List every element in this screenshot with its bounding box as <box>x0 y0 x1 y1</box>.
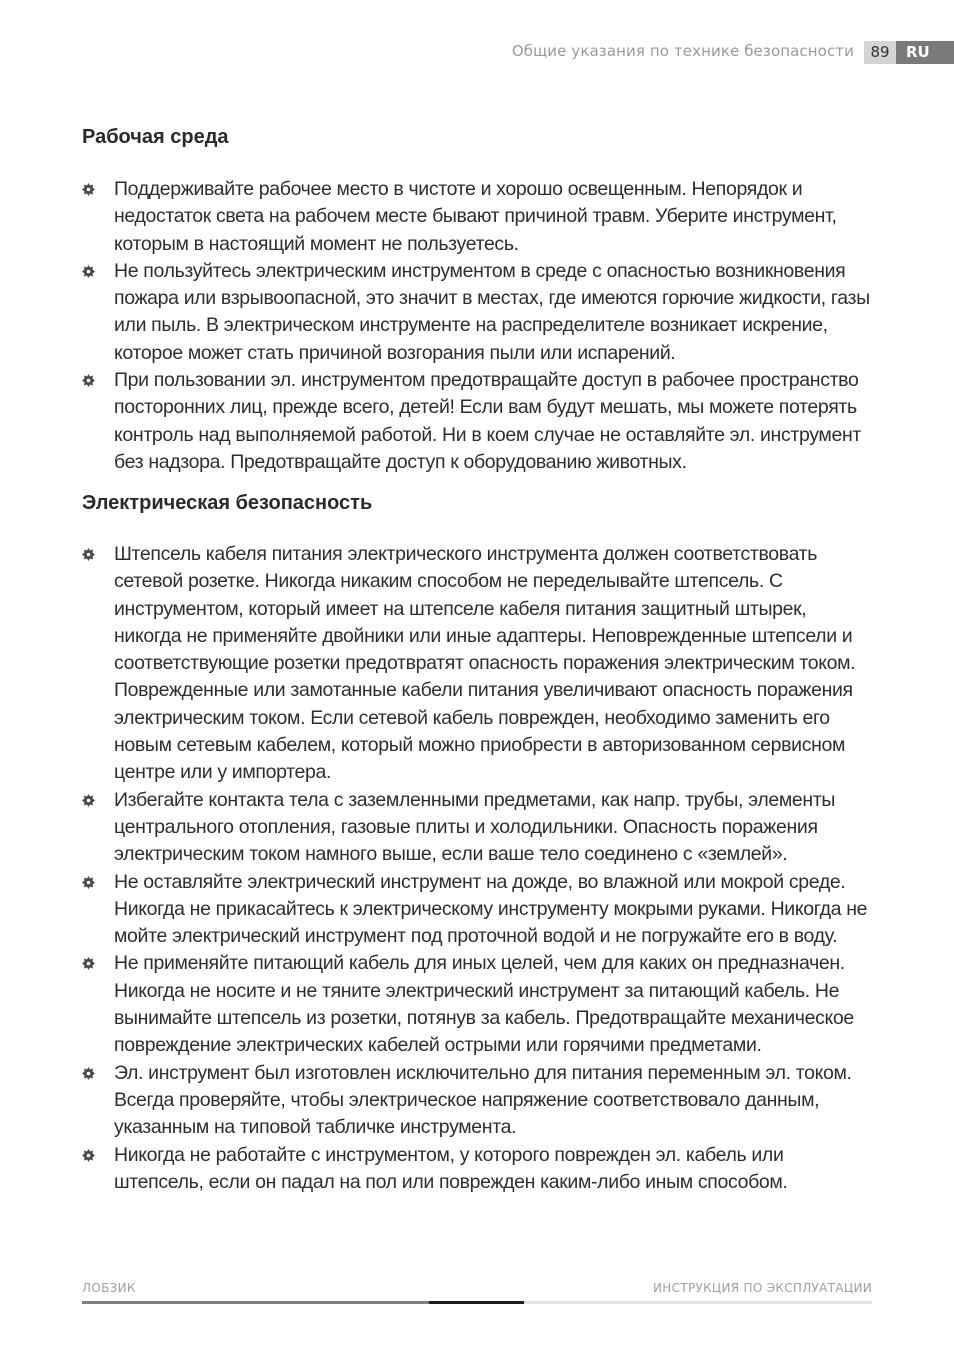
list-item-text: Не пользуйтесь электрическим инструментом в среде с опасностью возникновения пожара или взрывоопасной, это значит в местах, где имеются горючие жидкости, газы или пыль. В электрическом инструменте на распределителе возникает искрение, которое может стать причиной возгорания пыли или испарений. <box>114 259 870 364</box>
list-item <box>82 258 874 367</box>
section-working-area <box>82 125 874 476</box>
header-title: Общие указания по технике безопасности <box>511 42 854 60</box>
list-item-text: Избегайте контакта тела с заземленными предметами, как напр. трубы, элементы центрального отопления, газовые плиты и холодильники. Опасность поражения электрическим током намного выше, если ваше тело соединено с «землей». <box>114 788 836 866</box>
list-item-text: Не применяйте питающий кабель для иных целей, чем для каких он предназначен. Никогда не носите и не тяните электрический инструмент за питающий кабель. Не вынимайте штепсель из розетки, потянув за кабель. Предотвращайте механическое повреждение электрических кабелей острыми или горячими предметами. <box>114 952 854 1057</box>
language-badge: RU <box>896 41 954 64</box>
gear-bullet-icon <box>82 794 95 807</box>
gear-bullet-icon <box>82 876 95 889</box>
bullet-list <box>82 541 874 1196</box>
gear-bullet-icon <box>82 374 95 387</box>
footer-manual-title: ИНСТРУКЦИЯ ПО ЭКСПЛУАТАЦИИ <box>653 1281 872 1295</box>
footer-bar-segment <box>524 1301 872 1304</box>
section-heading: Электрическая безопасность <box>82 492 373 514</box>
list-item <box>82 869 874 951</box>
list-item-text: Не оставляйте электрический инструмент на дожде, во влажной или мокрой среде. Никогда не прикасайтесь к электрическому инструменту мокрыми руками. Никогда не мойте электрический инструмент под проточной водой и не погружайте его в воду. <box>114 870 868 948</box>
gear-bullet-icon <box>82 1149 95 1162</box>
list-item-text: Штепсель кабеля питания электрического инструмента должен соответствовать сетевой розетке. Никогда никаким способом не переделывайте штепсель. С инструментом, который имеет на штепселе кабеля питания защитный штырек, никогда не применяйте двойники или иные адаптеры. Неповрежденные штепсели и соответствующие розетки предотвратят опасность поражения электрическим током. Поврежденные или замотанные кабели питания увеличивают опасность поражения электрическим током. Если сетевой кабель поврежден, необходимо заменить его новым сетевым кабелем, который можно приобрести в авторизованном сервисном центре или у импортера. <box>114 543 856 784</box>
bullet-list <box>82 176 874 476</box>
list-item-text: Эл. инструмент был изготовлен исключительно для питания переменным эл. током. Всегда проверяйте, чтобы электрическое напряжение соответствовало данным, указанным на типовой табличке инструмента. <box>114 1061 852 1139</box>
gear-bullet-icon <box>82 265 95 278</box>
list-item <box>82 950 874 1059</box>
footer-bar-segment <box>82 1301 429 1304</box>
gear-bullet-icon <box>82 548 95 561</box>
footer-bar-segment <box>429 1301 524 1304</box>
list-item-text: Поддерживайте рабочее место в чистоте и хорошо освещенным. Непорядок и недостаток света на рабочем месте бывают причиной травм. Уберите инструмент, которым в настоящий момент не пользуетесь. <box>114 178 837 255</box>
footer-product-name: ЛОБЗИК <box>82 1281 136 1295</box>
page-number: 89 <box>864 41 896 64</box>
list-item <box>82 367 874 476</box>
section-heading: Рабочая среда <box>82 126 229 148</box>
list-item-text: При пользовании эл. инструментом предотвращайте доступ в рабочее пространство посторонних лиц, прежде всего, детей! Если вам будут мешать, мы можете потерять контроль над выполняемой работой. Ни в коем случае не оставляйте эл. инструмент без надзора. Предотвращайте доступ к оборудованию животных. <box>114 369 861 473</box>
list-item <box>82 1060 874 1142</box>
list-item <box>82 541 874 787</box>
list-item <box>82 176 874 258</box>
list-item <box>82 1142 874 1197</box>
gear-bullet-icon <box>82 957 95 970</box>
gear-bullet-icon <box>82 1067 95 1080</box>
list-item <box>82 787 874 869</box>
gear-bullet-icon <box>82 183 95 196</box>
list-item-text: Никогда не работайте с инструментом, у которого поврежден эл. кабель или штепсель, если он падал на пол или поврежден каким-либо иным способом. <box>114 1143 788 1193</box>
section-electrical-safety <box>82 491 874 1196</box>
